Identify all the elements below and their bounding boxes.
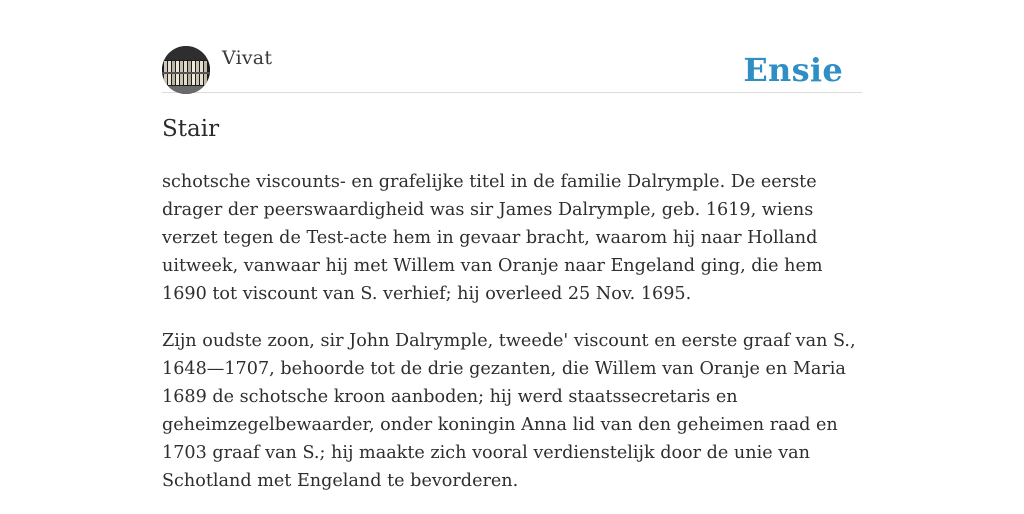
article-body [162,168,866,514]
paragraph: schotsche viscounts- en grafelijke titel in de familie Dalrymple. De eerste drager der peerswaardigheid was sir James Dalrymple, geb. 1619, wiens verzet tegen de Test-acte hem in gevaar bracht, waarom hij naar Holland uitweek, vanwaar hij met Willem van Oranje naar Engeland ging, die hem 1690 tot viscount van S. verhief; hij overleed 25 Nov. 1695. [162,172,823,304]
brand-logo[interactable]: Ensie [743,51,843,89]
paragraph: Zijn oudste zoon, sir John Dalrymple, tweede' viscount en eerste graaf van S., 1648—1707, behoorde tot de drie gezanten, die Willem van Oranje en Maria 1689 de schotsche kroon aanboden; hij werd staatssecretaris en geheimzegelbewaarder, onder koningin Anna lid van den geheimen raad en 1703 graaf van S.; hij maakte zich vooral verdienstelijk door de unie van Schotland met Engeland te bevorderen. [162,331,856,491]
header [162,46,862,93]
book-spines-avatar-icon[interactable] [162,46,210,94]
page-title: Stair [162,116,220,142]
article-page [162,0,862,512]
author-name[interactable]: Vivat [222,47,273,69]
